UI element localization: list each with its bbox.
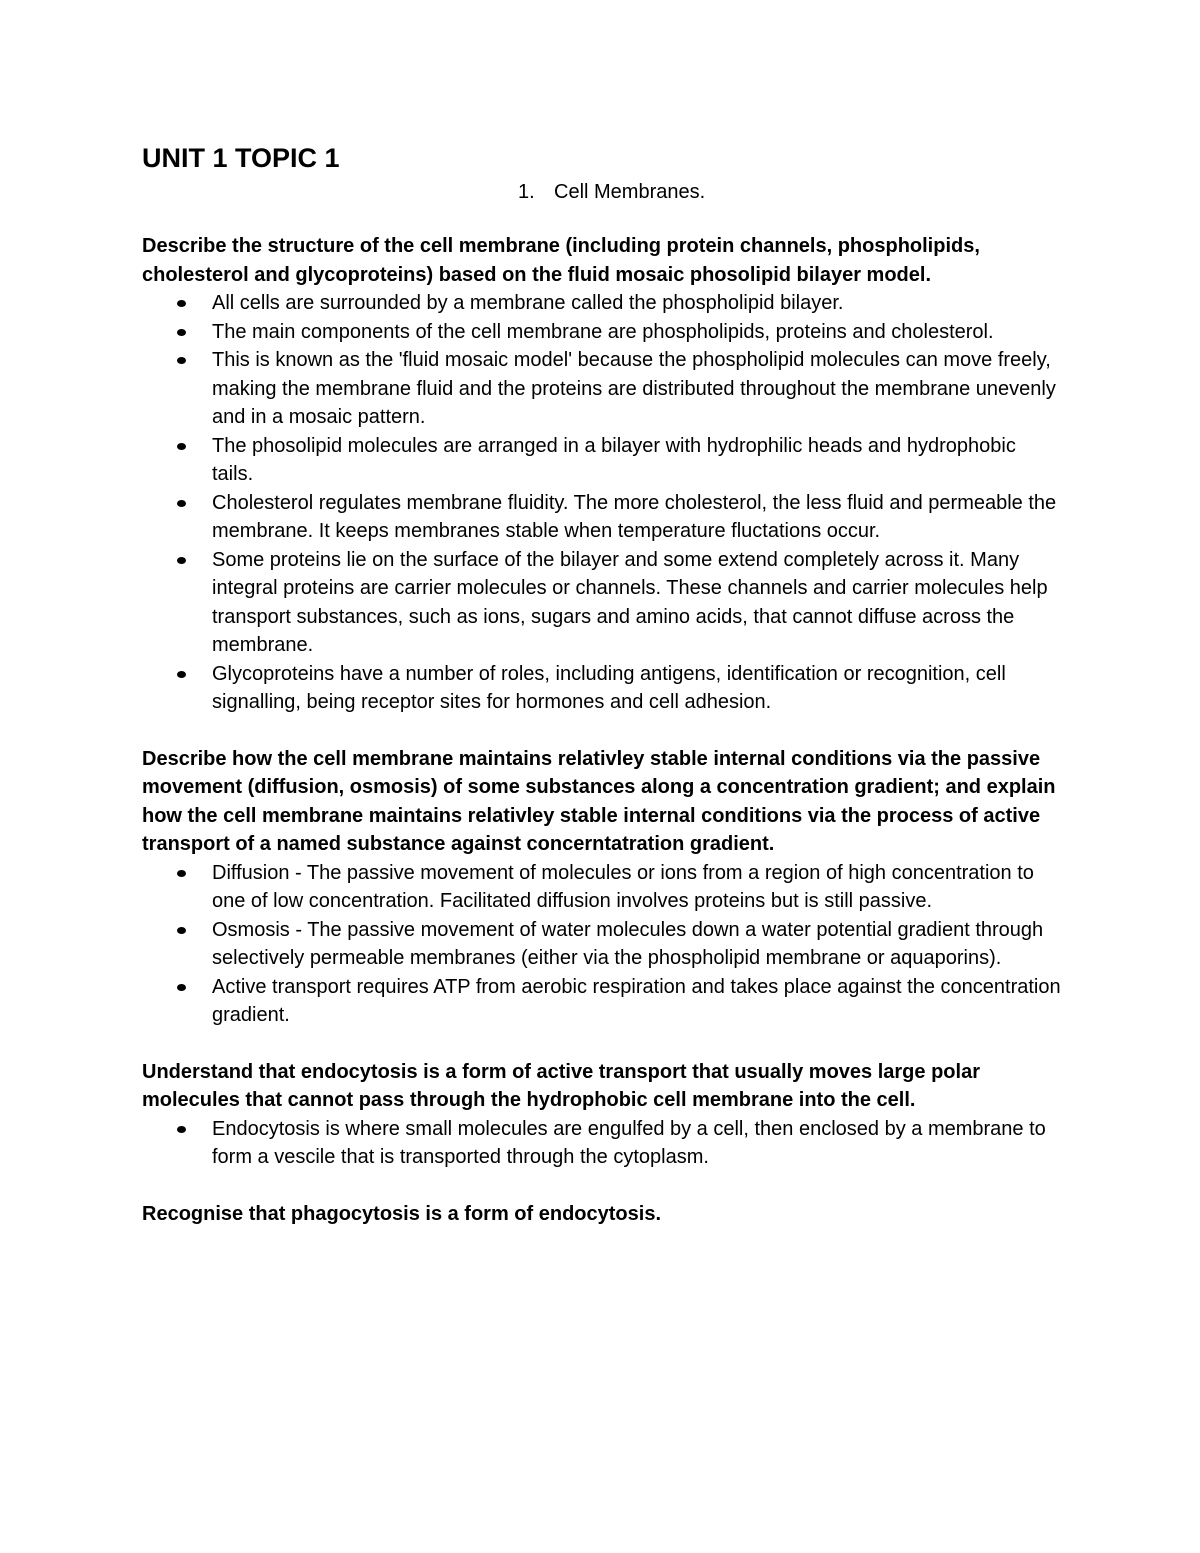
section-heading: Understand that endocytosis is a form of active transport that usually moves large polar molecules that cannot pass through the hydrophobic cell membrane into the cell. bbox=[142, 1060, 980, 1111]
list-item bbox=[142, 432, 1062, 489]
list-item-text: Osmosis - The passive movement of water molecules down a water potential gradient through selectively permeable membranes (either via the phospholipid membrane or aquaporins). bbox=[212, 918, 1044, 969]
list-item-text: All cells are surrounded by a membrane called the phospholipid bilayer. bbox=[212, 292, 844, 314]
list-item bbox=[142, 546, 1062, 660]
list-item-text: This is known as the 'fluid mosaic model' because the phospholipid molecules can move freely, making the membrane fluid and the proteins are distributed throughout the membrane unevenly and in a mosaic pattern. bbox=[212, 349, 1056, 428]
bullet-icon bbox=[177, 1126, 186, 1133]
bullet-icon bbox=[177, 984, 186, 991]
list-item bbox=[142, 660, 1062, 717]
bullet-icon bbox=[177, 329, 186, 336]
list-item-text: Cholesterol regulates membrane fluidity. The more cholesterol, the less fluid and permeable the membrane. It keeps membranes stable when temperature fluctations occur. bbox=[212, 491, 1057, 542]
section-heading: Describe the structure of the cell membrane (including protein channels, phospholipids, cholesterol and glycoproteins) based on the fluid mosaic phosolipid bilayer model. bbox=[142, 235, 980, 286]
section-endocytosis bbox=[142, 1058, 1062, 1172]
bullet-list bbox=[142, 1115, 1062, 1172]
list-item bbox=[142, 916, 1062, 973]
list-item-text: Endocytosis is where small molecules are engulfed by a cell, then enclosed by a membrane to form a vescile that is transported through the cytoplasm. bbox=[212, 1117, 1046, 1168]
list-item-text: Diffusion - The passive movement of molecules or ions from a region of high concentration to one of low concentration. Facilitated diffusion involves proteins but is still passive. bbox=[212, 861, 1034, 912]
list-item-text: Some proteins lie on the surface of the bilayer and some extend completely across it. Many integral proteins are carrier molecules or channels. These channels and carrier molecules help transport substances, such as ions, sugars and amino acids, that cannot diffuse across the membrane. bbox=[212, 548, 1048, 656]
list-item bbox=[142, 318, 1062, 347]
bullet-icon bbox=[177, 443, 186, 450]
topic-heading bbox=[518, 178, 705, 206]
document-title: UNIT 1 TOPIC 1 bbox=[142, 143, 340, 173]
bullet-icon bbox=[177, 927, 186, 934]
list-item-text: Active transport requires ATP from aerobic respiration and takes place against the concentration gradient. bbox=[212, 975, 1061, 1026]
list-item bbox=[142, 289, 1062, 318]
topic-number: 1. bbox=[518, 181, 535, 203]
bullet-list bbox=[142, 859, 1062, 1030]
section-membrane-structure bbox=[142, 232, 1062, 717]
section-phagocytosis bbox=[142, 1200, 1062, 1229]
section-transport bbox=[142, 745, 1062, 1030]
bullet-icon bbox=[177, 357, 186, 364]
list-item bbox=[142, 489, 1062, 546]
topic-label: Cell Membranes. bbox=[554, 181, 706, 203]
bullet-icon bbox=[177, 300, 186, 307]
list-item-text: The main components of the cell membrane are phospholipids, proteins and cholesterol. bbox=[212, 320, 994, 343]
bullet-icon bbox=[177, 870, 186, 877]
list-item bbox=[142, 1115, 1062, 1172]
section-heading: Recognise that phagocytosis is a form of endocytosis. bbox=[142, 1202, 661, 1225]
list-item bbox=[142, 859, 1062, 916]
section-heading: Describe how the cell membrane maintains relativley stable internal conditions via the passive movement (diffusion, osmosis) of some substances along a concentration gradient; and explain how the cell membrane maintains relativley stable internal conditions via the process of active transport of a named substance against concerntatration gradient. bbox=[142, 747, 1056, 855]
list-item bbox=[142, 973, 1062, 1030]
bullet-icon bbox=[177, 671, 186, 678]
bullet-icon bbox=[177, 500, 186, 507]
list-item-text: The phosolipid molecules are arranged in a bilayer with hydrophilic heads and hydrophobic tails. bbox=[212, 434, 1016, 485]
document-content bbox=[142, 232, 1062, 1256]
list-item-text: Glycoproteins have a number of roles, including antigens, identification or recognition, cell signalling, being receptor sites for hormones and cell adhesion. bbox=[212, 662, 1006, 713]
list-item bbox=[142, 346, 1062, 432]
bullet-list bbox=[142, 289, 1062, 717]
bullet-icon bbox=[177, 557, 186, 564]
